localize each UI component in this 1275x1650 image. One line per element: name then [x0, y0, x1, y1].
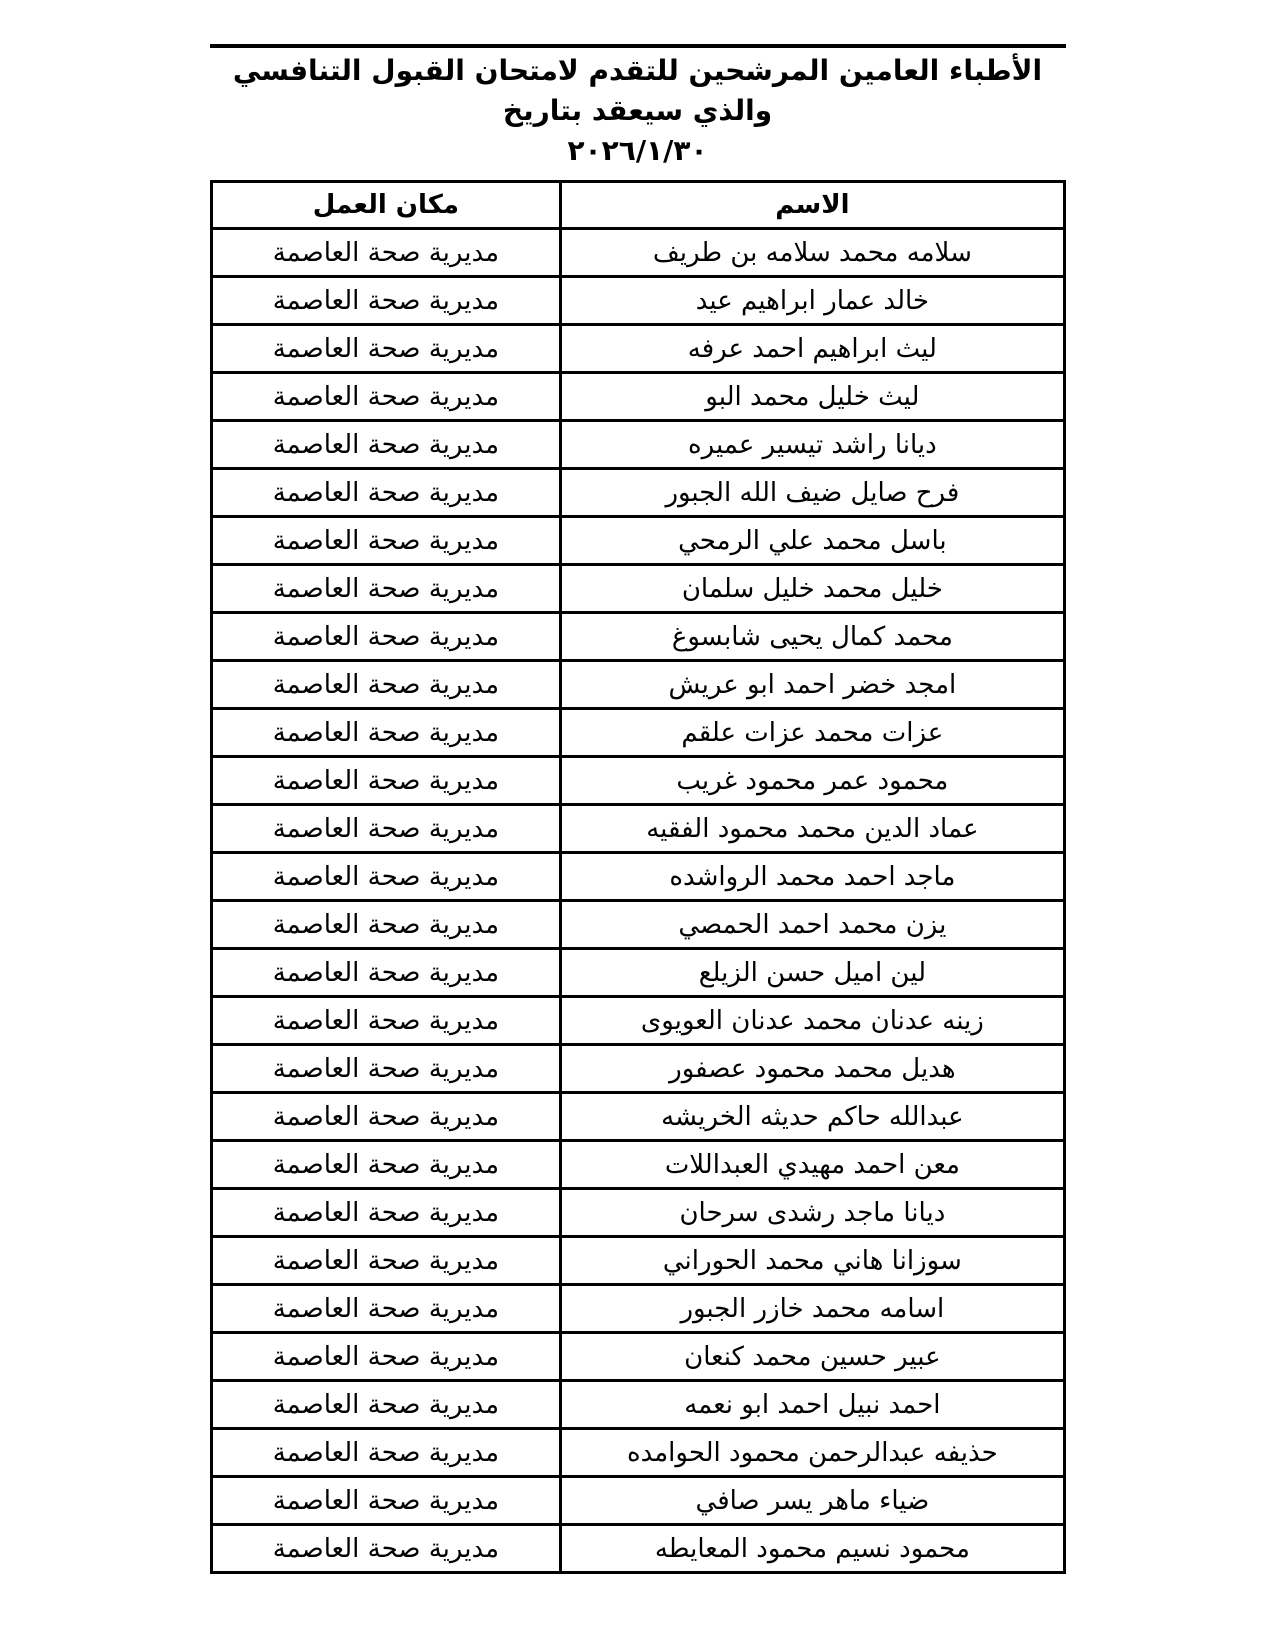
table-row	[211, 853, 1064, 901]
workplace-cell: مديرية صحة العاصمة	[211, 853, 561, 901]
header-workplace: مكان العمل	[211, 182, 561, 229]
name-cell: يزن محمد احمد الحمصي	[561, 901, 1064, 949]
table-row	[211, 229, 1064, 277]
workplace-cell: مديرية صحة العاصمة	[211, 709, 561, 757]
table-row	[211, 901, 1064, 949]
workplace-cell: مديرية صحة العاصمة	[211, 805, 561, 853]
workplace-cell: مديرية صحة العاصمة	[211, 229, 561, 277]
name-cell: سوزانا هاني محمد الحوراني	[561, 1237, 1064, 1285]
name-cell: ديانا راشد تيسير عميره	[561, 421, 1064, 469]
name-cell: عماد الدين محمد محمود الفقيه	[561, 805, 1064, 853]
name-cell: ليث ابراهيم احمد عرفه	[561, 325, 1064, 373]
top-rule-divider	[210, 44, 1066, 48]
name-cell: ماجد احمد محمد الرواشده	[561, 853, 1064, 901]
table-row	[211, 1285, 1064, 1333]
document-content	[210, 0, 1066, 1574]
name-cell: محمد كمال يحيى شابسوغ	[561, 613, 1064, 661]
table-row	[211, 805, 1064, 853]
table-row	[211, 997, 1064, 1045]
header-name: الاسم	[561, 182, 1064, 229]
workplace-cell: مديرية صحة العاصمة	[211, 325, 561, 373]
name-cell: سلامه محمد سلامه بن طريف	[561, 229, 1064, 277]
name-cell: ليث خليل محمد البو	[561, 373, 1064, 421]
workplace-cell: مديرية صحة العاصمة	[211, 1333, 561, 1381]
table-row	[211, 1477, 1064, 1525]
name-cell: ديانا ماجد رشدى سرحان	[561, 1189, 1064, 1237]
name-cell: امجد خضر احمد ابو عريش	[561, 661, 1064, 709]
table-row	[211, 613, 1064, 661]
table-row	[211, 709, 1064, 757]
workplace-cell: مديرية صحة العاصمة	[211, 949, 561, 997]
document-title	[210, 51, 1066, 171]
candidates-table	[210, 180, 1066, 1574]
table-row	[211, 1381, 1064, 1429]
table-row	[211, 1237, 1064, 1285]
workplace-cell: مديرية صحة العاصمة	[211, 1141, 561, 1189]
workplace-cell: مديرية صحة العاصمة	[211, 565, 561, 613]
workplace-cell: مديرية صحة العاصمة	[211, 757, 561, 805]
name-cell: عبدالله حاكم حديثه الخريشه	[561, 1093, 1064, 1141]
name-cell: معن احمد مهيدي العبداللات	[561, 1141, 1064, 1189]
table-header-row	[211, 182, 1064, 229]
name-cell: خليل محمد خليل سلمان	[561, 565, 1064, 613]
table-row	[211, 1045, 1064, 1093]
name-cell: ضياء ماهر يسر صافي	[561, 1477, 1064, 1525]
workplace-cell: مديرية صحة العاصمة	[211, 1093, 561, 1141]
table-row	[211, 277, 1064, 325]
workplace-cell: مديرية صحة العاصمة	[211, 613, 561, 661]
table-row	[211, 1189, 1064, 1237]
name-cell: عبير حسين محمد كنعان	[561, 1333, 1064, 1381]
name-cell: فرح صايل ضيف الله الجبور	[561, 469, 1064, 517]
workplace-cell: مديرية صحة العاصمة	[211, 1237, 561, 1285]
name-cell: احمد نبيل احمد ابو نعمه	[561, 1381, 1064, 1429]
workplace-cell: مديرية صحة العاصمة	[211, 421, 561, 469]
workplace-cell: مديرية صحة العاصمة	[211, 373, 561, 421]
table-row	[211, 565, 1064, 613]
table-row	[211, 1141, 1064, 1189]
table-row	[211, 661, 1064, 709]
table-row	[211, 1333, 1064, 1381]
table-row	[211, 949, 1064, 997]
table-row	[211, 1525, 1064, 1573]
name-cell: حذيفه عبدالرحمن محمود الحوامده	[561, 1429, 1064, 1477]
table-row	[211, 1429, 1064, 1477]
name-cell: هديل محمد محمود عصفور	[561, 1045, 1064, 1093]
workplace-cell: مديرية صحة العاصمة	[211, 277, 561, 325]
name-cell: زينه عدنان محمد عدنان العويوى	[561, 997, 1064, 1045]
name-cell: لين اميل حسن الزيلع	[561, 949, 1064, 997]
title-line-1: الأطباء العامين المرشحين للتقدم لامتحان القبول التنافسي والذي سيعقد بتاريخ	[232, 54, 1043, 127]
table-row	[211, 469, 1064, 517]
workplace-cell: مديرية صحة العاصمة	[211, 1381, 561, 1429]
name-cell: خالد عمار ابراهيم عيد	[561, 277, 1064, 325]
title-line-2: ٢٠٢٦/١/٣٠	[567, 134, 708, 167]
table-row	[211, 757, 1064, 805]
table-row	[211, 517, 1064, 565]
workplace-cell: مديرية صحة العاصمة	[211, 1429, 561, 1477]
workplace-cell: مديرية صحة العاصمة	[211, 1189, 561, 1237]
workplace-cell: مديرية صحة العاصمة	[211, 1285, 561, 1333]
workplace-cell: مديرية صحة العاصمة	[211, 901, 561, 949]
name-cell: باسل محمد علي الرمحي	[561, 517, 1064, 565]
table-body	[211, 229, 1064, 1573]
workplace-cell: مديرية صحة العاصمة	[211, 517, 561, 565]
workplace-cell: مديرية صحة العاصمة	[211, 661, 561, 709]
workplace-cell: مديرية صحة العاصمة	[211, 1477, 561, 1525]
table-row	[211, 373, 1064, 421]
table-row	[211, 325, 1064, 373]
table-row	[211, 1093, 1064, 1141]
workplace-cell: مديرية صحة العاصمة	[211, 1045, 561, 1093]
name-cell: محمود عمر محمود غريب	[561, 757, 1064, 805]
name-cell: اسامه محمد خازر الجبور	[561, 1285, 1064, 1333]
workplace-cell: مديرية صحة العاصمة	[211, 997, 561, 1045]
table-row	[211, 421, 1064, 469]
name-cell: عزات محمد عزات علقم	[561, 709, 1064, 757]
workplace-cell: مديرية صحة العاصمة	[211, 1525, 561, 1573]
name-cell: محمود نسيم محمود المعايطه	[561, 1525, 1064, 1573]
workplace-cell: مديرية صحة العاصمة	[211, 469, 561, 517]
